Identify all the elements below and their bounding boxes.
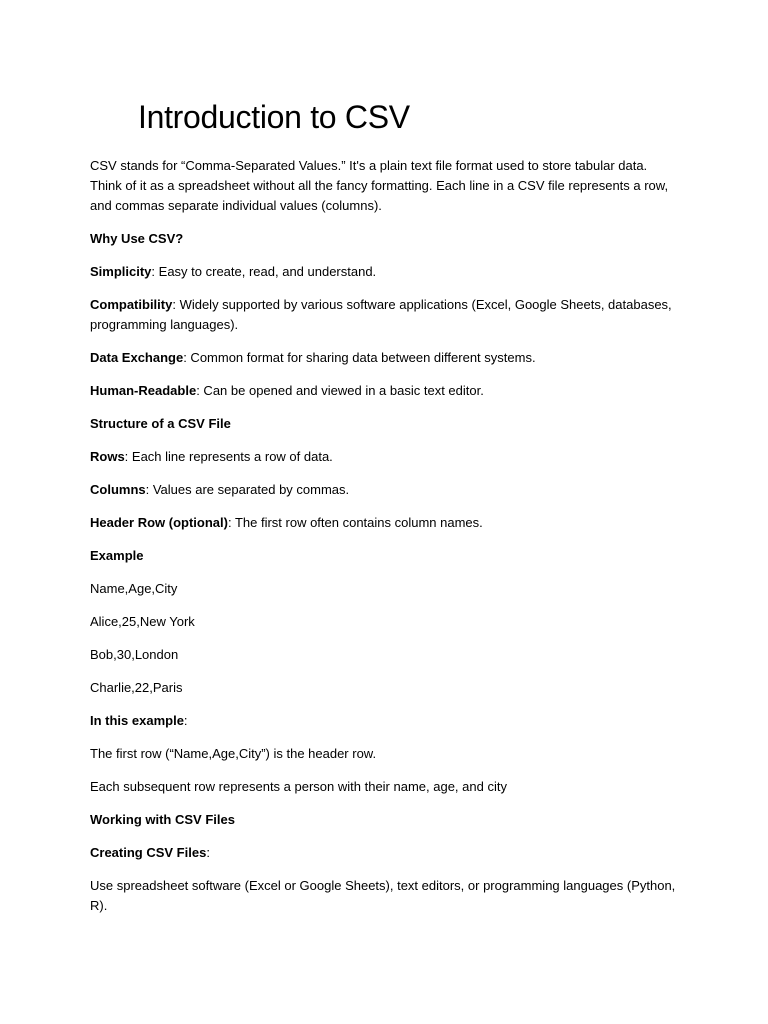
example-line: Name,Age,City [90, 581, 178, 596]
why-item-term: Simplicity [90, 264, 152, 279]
creating-suffix: : [206, 845, 210, 860]
section-heading-why [90, 229, 680, 249]
why-item [90, 262, 680, 282]
structure-item-term: Columns [90, 482, 146, 497]
example-note: Each subsequent row represents a person with their name, age, and city [90, 779, 507, 794]
why-item-text: : Can be opened and viewed in a basic text editor. [196, 383, 484, 398]
why-item-text: : Easy to create, read, and understand. [151, 264, 377, 279]
example-line: Charlie,22,Paris [90, 680, 183, 695]
example-line: Alice,25,New York [90, 614, 195, 629]
example-line: Bob,30,London [90, 647, 179, 662]
structure-item-text: : Each line represents a row of data. [124, 449, 333, 464]
in-example-suffix: : [183, 713, 188, 728]
creating-line [90, 843, 680, 863]
example-heading: Example [90, 548, 144, 563]
structure-item [90, 480, 680, 500]
structure-item [90, 447, 680, 467]
section-heading-working [90, 810, 680, 830]
why-item [90, 381, 680, 401]
creating-label: Creating CSV Files [90, 845, 207, 860]
section-heading-structure [90, 414, 680, 434]
why-heading: Why Use CSV? [90, 231, 184, 246]
why-item-term: Human-Readable [90, 383, 197, 398]
why-item-text: : Common format for sharing data between different systems. [183, 350, 536, 365]
example-note: The first row (“Name,Age,City”) is the header row. [90, 746, 377, 761]
creating-text: Use spreadsheet software (Excel or Google Sheets), text editors, or programming languages (Python, R). [90, 878, 676, 913]
section-heading-example [90, 546, 680, 566]
working-heading: Working with CSV Files [90, 812, 235, 827]
structure-item-text: : The first row often contains column names. [227, 515, 483, 530]
why-item [90, 295, 680, 335]
in-example-label: In this example [90, 713, 184, 728]
structure-item [90, 513, 680, 533]
why-item-text: : Widely supported by various software applications (Excel, Google Sheets, databases, programming languages). [90, 297, 672, 332]
why-item-term: Data Exchange [90, 350, 184, 365]
intro-paragraph: CSV stands for “Comma-Separated Values.” It's a plain text file format used to store tabular data. Think of it as a spreadsheet without all the fancy formatting. Each line in a CSV file represents a row, and commas separate individual values (columns). [90, 158, 669, 213]
structure-item-term: Rows [90, 449, 125, 464]
why-item-term: Compatibility [90, 297, 173, 312]
document-body [90, 156, 680, 929]
structure-item-term: Header Row (optional) [90, 515, 228, 530]
in-example-line [90, 711, 680, 731]
page-title: Introduction to CSV [138, 99, 410, 135]
structure-heading: Structure of a CSV File [90, 416, 231, 431]
why-item [90, 348, 680, 368]
structure-item-text: : Values are separated by commas. [145, 482, 350, 497]
